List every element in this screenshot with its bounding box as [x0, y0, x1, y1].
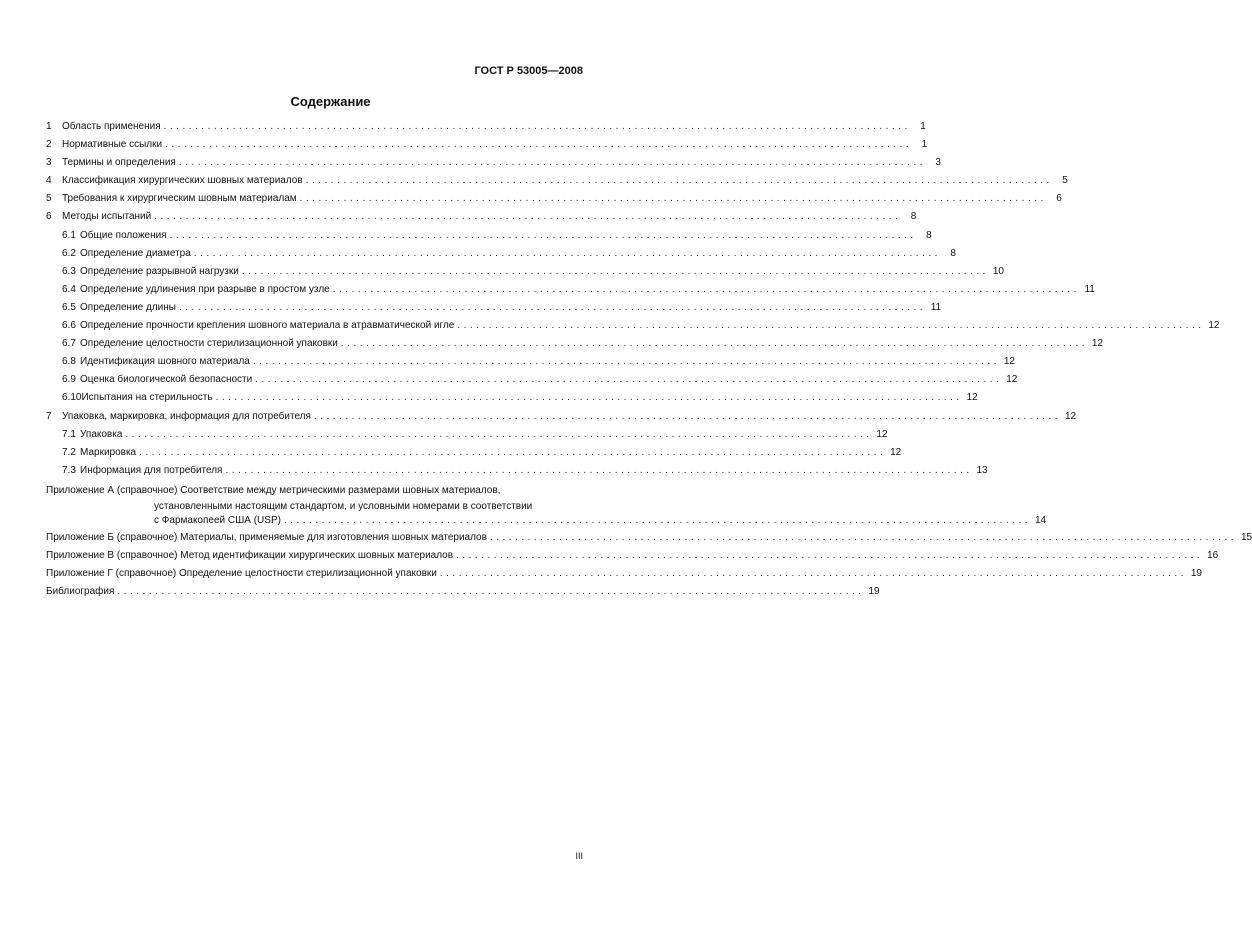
leader-dots: ....................................................................................................................... — [313, 410, 1062, 422]
toc-entry-6-3[interactable] — [46, 265, 1004, 284]
leader-dots: ....................................................................................................................... — [165, 139, 913, 151]
toc-entry-6-1[interactable] — [46, 229, 932, 248]
toc-title: Приложение Б (справочное) Материалы, применяемые для изготовления шовных материалов — [46, 531, 487, 543]
appendix-a-line-1: Приложение А (справочное) Соответствие между метрическими размерами шовных материалов, — [46, 484, 501, 496]
toc-entry-5[interactable] — [46, 193, 1062, 211]
toc-entry-3[interactable] — [46, 157, 941, 175]
toc-page: 12 — [876, 428, 888, 440]
leader-dots: ....................................................................................................................... — [340, 338, 1088, 350]
toc-title: Оценка биологической безопасности — [80, 374, 253, 386]
toc-entry-2[interactable] — [46, 139, 928, 157]
toc-title: Информация для потребителя — [80, 464, 223, 476]
toc-entry-7-3[interactable] — [46, 464, 988, 483]
leader-dots: ....................................................................................................................... — [299, 193, 1047, 205]
toc-title: Определение длины — [80, 301, 176, 313]
toc-title: Определение удлинения при разрыве в простом узле — [80, 283, 330, 295]
toc-bibliography[interactable] — [46, 586, 880, 604]
toc-appendix-v[interactable] — [46, 549, 1219, 568]
toc-number: 6.4 — [62, 283, 76, 295]
toc-number: 6.8 — [62, 356, 76, 368]
toc-title: Испытания на стерильность — [81, 392, 213, 404]
toc-title: Классификация хирургических шовных материалов — [62, 175, 303, 187]
leader-dots: ....................................................................................................................... — [305, 175, 1053, 187]
toc-entry-6[interactable] — [46, 211, 917, 229]
toc-number: 1 — [46, 121, 52, 132]
toc-appendix-g[interactable] — [46, 568, 1202, 586]
leader-dots: ....................................................................................................................... — [125, 428, 873, 440]
toc-entry-6-5[interactable] — [46, 301, 942, 320]
toc-number: 6.2 — [62, 247, 76, 259]
toc-entry-6-6[interactable] — [46, 320, 1220, 338]
leader-dots: ....................................................................................................................... — [252, 356, 1000, 368]
toc-page: 5 — [1062, 175, 1068, 187]
page-title: Содержание — [290, 94, 371, 109]
toc-title: Требования к хирургическим шовным материалам — [62, 193, 297, 205]
toc-appendix-a[interactable] — [46, 483, 1047, 532]
toc-number: 7.1 — [62, 428, 76, 440]
leader-dots: ....................................................................................................................... — [117, 586, 865, 598]
toc-page: 12 — [1208, 320, 1220, 332]
toc-number: 3 — [46, 157, 52, 169]
toc-page: 13 — [976, 464, 988, 476]
toc-page: 10 — [992, 265, 1004, 277]
leader-dots: ....................................................................................................................... — [439, 568, 1187, 580]
leader-dots: ....................................................................................................................... — [489, 531, 1238, 543]
leader-dots: ....................................................................................................................... — [255, 374, 1003, 386]
toc-number: 6.5 — [62, 301, 76, 313]
toc-title: Определение диаметра — [80, 247, 191, 259]
toc-page: 1 — [921, 139, 928, 151]
toc-title: Определение целостности стерилизационной упаковки — [80, 338, 338, 350]
toc-page: 12 — [890, 446, 902, 458]
appendix-a-line-3: с Фармакопеей США (USP) — [154, 514, 281, 526]
leader-dots: ....................................................................................................................... — [139, 446, 887, 458]
toc-title: Идентификация шовного материала — [80, 356, 250, 368]
toc-page: 6 — [1056, 193, 1062, 205]
toc-title: Методы испытаний — [62, 211, 152, 223]
leader-dots: ....................................................................................................................... — [215, 392, 963, 404]
toc-title: Библиография — [46, 586, 115, 598]
toc-entry-7-2[interactable] — [46, 446, 902, 465]
toc-page: 19 — [868, 586, 880, 598]
toc-number: 6.9 — [62, 374, 76, 386]
toc-page: 19 — [1190, 568, 1202, 580]
toc-page: 12 — [1091, 338, 1103, 350]
toc-number: 6.3 — [62, 265, 76, 277]
toc-title: Упаковка, маркировка, информация для потребителя — [62, 410, 311, 422]
leader-dots: ....................................................................................................................... — [225, 464, 973, 476]
toc-page: 8 — [950, 247, 956, 259]
toc-number: 2 — [46, 139, 52, 151]
leader-dots: ....................................................................................................................... — [457, 320, 1205, 332]
leader-dots: ....................................................................................................................... — [193, 247, 941, 259]
toc-title: Маркировка — [80, 446, 137, 458]
toc-number: 7.2 — [62, 446, 76, 458]
table-of-contents — [46, 121, 1252, 604]
toc-entry-6-8[interactable] — [46, 356, 1015, 374]
toc-entry-4[interactable] — [46, 175, 1068, 193]
toc-page: 12 — [1006, 374, 1018, 386]
toc-page: 1 — [920, 121, 926, 132]
toc-title: Определение разрывной нагрузки — [80, 265, 239, 277]
toc-entry-7-1[interactable] — [46, 428, 888, 447]
leader-dots: ....................................................................................................................... — [169, 229, 917, 241]
toc-title: Приложение В (справочное) Метод идентификации хирургических шовных материалов — [46, 549, 454, 561]
toc-number: 7 — [46, 410, 52, 422]
toc-number: 6.1 — [62, 229, 76, 241]
leader-dots: ....................................................................................................................... — [178, 157, 926, 169]
toc-page: 12 — [966, 392, 978, 404]
leader-dots: ....................................................................................................................... — [283, 514, 1032, 526]
leader-dots: ....................................................................................................................... — [332, 283, 1080, 295]
appendix-a-line-2: установленными настоящим стандартом, и условными номерами в соответствии — [154, 500, 533, 512]
toc-entry-6-4[interactable] — [46, 283, 1095, 302]
toc-entry-7[interactable] — [46, 410, 1077, 429]
toc-title: Нормативные ссылки — [62, 139, 163, 151]
leader-dots: ....................................................................................................................... — [456, 549, 1204, 561]
toc-number: 4 — [46, 175, 52, 187]
toc-number: 6.7 — [62, 338, 76, 350]
toc-number: 6.10 — [62, 392, 82, 404]
toc-title: Упаковка — [80, 428, 123, 440]
toc-number: 6.6 — [62, 320, 76, 332]
toc-title: Приложение Г (справочное) Определение целостности стерилизационной упаковки — [46, 568, 437, 580]
standard-designation: ГОСТ Р 53005—2008 — [474, 65, 583, 77]
toc-page: 15 — [1240, 531, 1252, 543]
toc-title: Термины и определения — [62, 157, 176, 169]
toc-entry-6-2[interactable] — [46, 247, 956, 266]
leader-dots: ....................................................................................................................... — [241, 265, 989, 277]
toc-entry-6-9[interactable] — [46, 374, 1018, 392]
toc-number: 5 — [46, 193, 52, 205]
toc-page: 12 — [1064, 410, 1077, 422]
leader-dots: ....................................................................................................................... — [163, 121, 911, 132]
toc-page: 12 — [1003, 356, 1015, 368]
toc-entry-1[interactable] — [46, 121, 926, 139]
toc-title: Общие положения — [80, 229, 167, 241]
toc-entry-6-10[interactable] — [46, 392, 978, 410]
toc-appendix-b[interactable] — [46, 531, 1252, 550]
toc-entry-6-7[interactable] — [46, 338, 1103, 356]
toc-page: 11 — [1084, 283, 1095, 295]
toc-page: 16 — [1207, 549, 1219, 561]
toc-page: 8 — [910, 211, 917, 223]
toc-page: 11 — [930, 301, 942, 313]
toc-number: 6 — [46, 211, 52, 223]
toc-page: 8 — [926, 229, 932, 241]
toc-page: 3 — [935, 157, 941, 169]
leader-dots: ....................................................................................................................... — [178, 301, 927, 313]
toc-title: Область применения — [62, 121, 161, 132]
toc-title: Определение прочности крепления шовного материала в атравматической игле — [80, 320, 455, 332]
toc-number: 7.3 — [62, 464, 76, 476]
page-number: III — [575, 851, 583, 861]
leader-dots: ....................................................................................................................... — [154, 211, 902, 223]
toc-page: 14 — [1034, 514, 1047, 526]
